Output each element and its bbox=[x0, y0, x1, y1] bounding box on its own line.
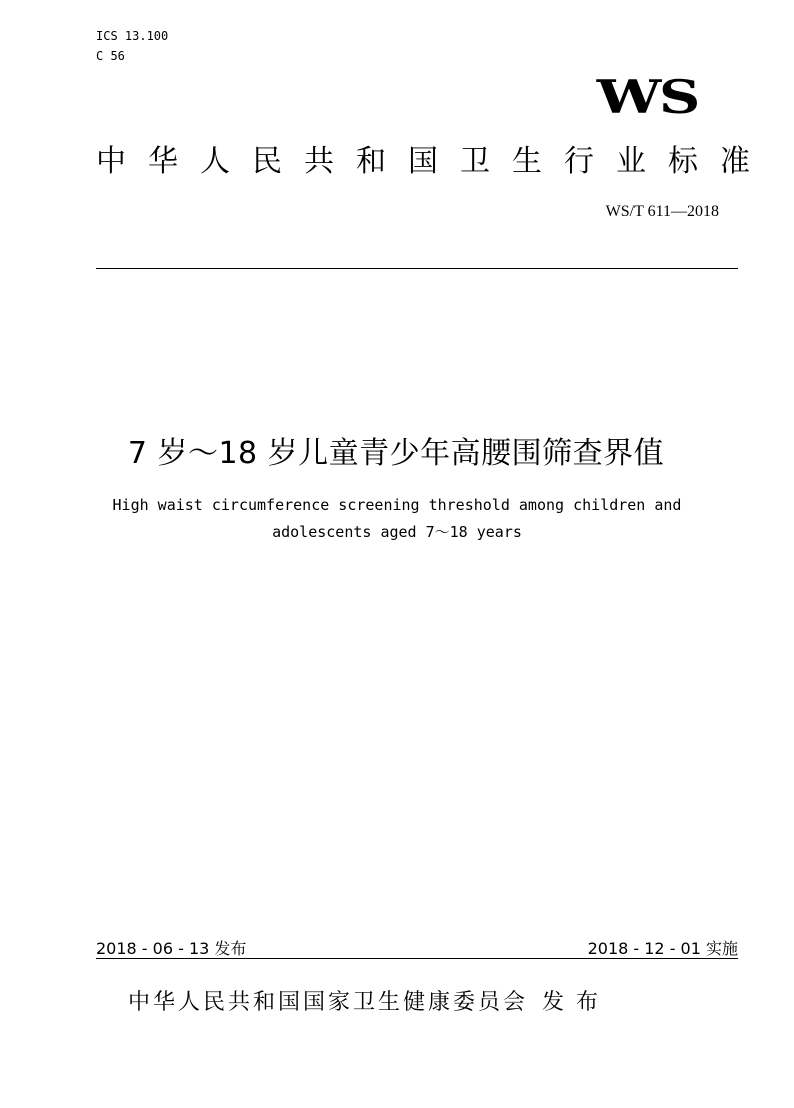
ics-code: ICS 13.100 bbox=[96, 29, 169, 43]
classification-codes bbox=[96, 26, 168, 66]
issuer bbox=[128, 985, 610, 1016]
top-divider bbox=[96, 268, 738, 269]
standard-number: WS/T 611—2018 bbox=[605, 203, 719, 220]
ccs-code: C 56 bbox=[96, 49, 125, 63]
bottom-divider bbox=[96, 958, 738, 959]
title-chinese-text: 7 岁～18 岁儿童青少年高腰围筛查界值 bbox=[127, 436, 665, 471]
issuer-name: 中华人民共和国国家卫生健康委员会 bbox=[128, 990, 529, 1015]
standard-category: 中华人民共和国卫生行业标准 bbox=[96, 144, 772, 179]
issuer-action: 发布 bbox=[542, 990, 611, 1015]
title-english-line1: High waist circumference screening threshold among children and bbox=[112, 496, 682, 514]
title-english bbox=[0, 492, 794, 546]
issue-date: 2018 - 06 - 13 发布 bbox=[96, 939, 247, 958]
ws-logo: WS bbox=[596, 70, 698, 124]
title-chinese bbox=[0, 428, 794, 472]
title-english-line2: adolescents aged 7～18 years bbox=[272, 523, 522, 541]
implementation-date: 2018 - 12 - 01 实施 bbox=[587, 939, 738, 958]
